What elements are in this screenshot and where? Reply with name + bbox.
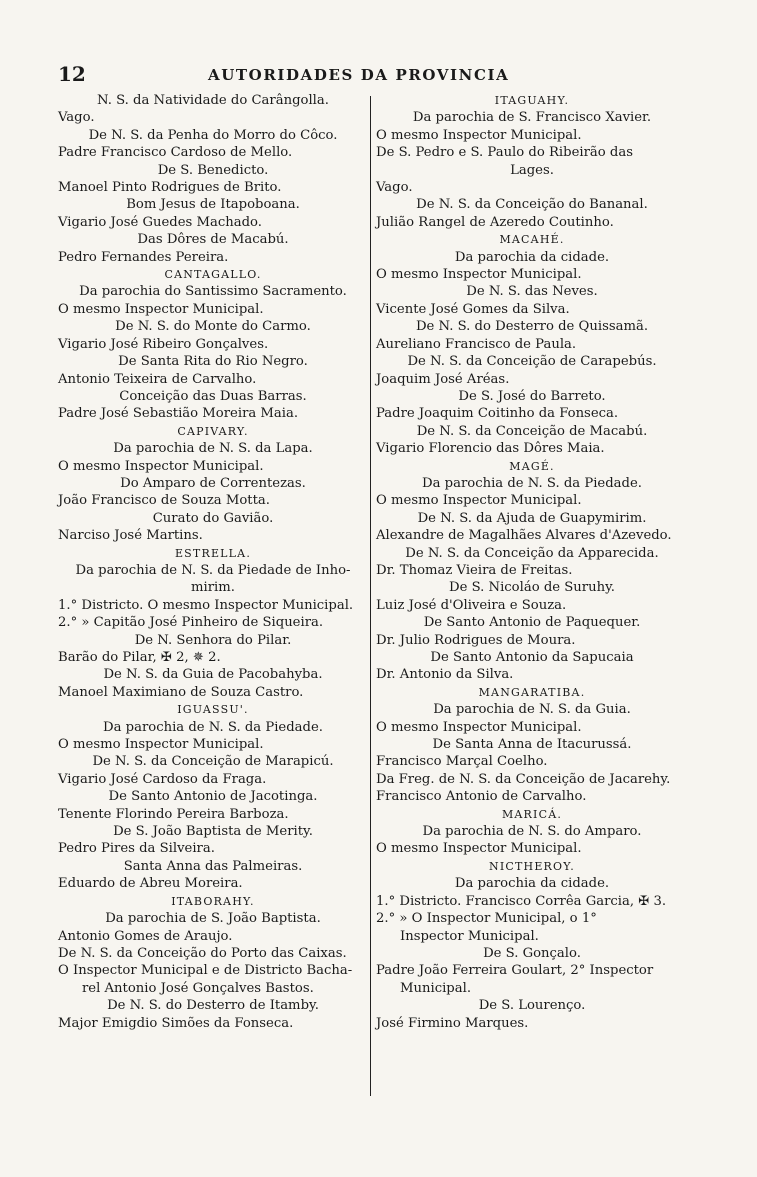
text-line: 1.° Districto. Francisco Corrêa Garcia, ✠ 3. [376,893,667,909]
text-line: Manoel Maximiano de Souza Castro. [58,684,304,700]
text-line: Das Dôres de Macabú. [137,232,289,248]
text-line: Da parochia de S. Francisco Xavier. [412,110,652,126]
text-line: Da parochia de N. S. da Piedade. [422,475,642,491]
text-line: Major Emigdio Simões da Fonseca. [58,1015,294,1031]
text-line: De S. José do Barreto. [458,388,606,404]
text-line: Alexandre de Magalhães Alvares d'Azevedo. [376,528,672,544]
section-heading: ITAGUAHY. [494,94,570,107]
text-line: De N. S. da Conceição de Marapicú. [92,754,334,770]
text-line: Conceição das Duas Barras. [119,388,307,404]
text-line: Vigario José Ribeiro Gonçalves. [58,336,269,352]
text-line: Narciso José Martins. [58,528,203,544]
text-line: Francisco Antonio de Carvalho. [376,789,587,805]
text-line: De Santa Anna de Itacurussá. [432,737,632,753]
text-line: Pedro Fernandes Pereira. [58,249,229,265]
text-line: Da parochia de N. S. do Amparo. [422,824,642,840]
section-heading: IGUASSU'. [177,703,249,717]
text-line: O Inspector Municipal e de Districto Bacha- [58,963,353,979]
text-line: O mesmo Inspector Municipal. [376,719,582,735]
text-line: De S. João Baptista de Merity. [113,824,313,840]
text-line: Vicente José Gomes da Silva. [376,301,570,317]
text-line: O mesmo Inspector Municipal. [58,301,264,317]
text-line: Luiz José d'Oliveira e Souza. [376,597,567,613]
text-line: Antonio Gomes de Araujo. [58,928,233,944]
text-line: Barão do Pilar, ✠ 2, ✵ 2. [58,650,221,665]
text-line: Da parochia do Santissimo Sacramento. [79,284,347,300]
section-heading: NICTHEROY. [489,859,575,873]
text-line: De N. S. da Guia de Pacobahyba. [103,667,323,683]
text-line: Da parochia da cidade. [454,249,610,265]
text-line: Julião Rangel de Azeredo Coutinho. [376,214,614,230]
right-column [376,92,688,1032]
text-line: De S. Benedicto. [157,162,269,178]
text-line: De N. S. da Conceição da Apparecida. [405,545,659,561]
text-line: Da parochia de S. João Baptista. [105,911,321,927]
text-line: O mesmo Inspector Municipal. [58,737,264,753]
text-line: Da parochia da cidade. [454,876,610,892]
text-line: Vigario Florencio das Dôres Maia. [376,441,605,457]
text-line: José Firmino Marques. [376,1015,529,1031]
text-line: Joaquim José Aréas. [376,371,510,387]
text-line: N. S. da Natividade do Carângolla. [97,93,329,108]
text-line: 2.° » Capitão José Pinheiro de Siqueira. [58,615,324,631]
text-line: De Santo Antonio de Jacotinga. [108,789,318,805]
text-line: De S. Lourenço. [478,998,586,1014]
text-line: Pedro Pires da Silveira. [58,841,215,857]
text-line: De N. S. da Conceição de Macabú. [416,423,648,439]
text-line: Da Freg. de N. S. da Conceição de Jacarehy. [376,771,671,787]
text-line: Manoel Pinto Rodrigues de Brito. [58,180,282,196]
text-line: mirim. [191,580,235,596]
page-number: 12 [58,62,86,86]
text-line: De N. S. do Desterro de Itamby. [107,998,319,1014]
text-line: Santa Anna das Palmeiras. [123,858,303,874]
text-line: João Francisco de Souza Motta. [58,493,270,509]
text-line: rel Antonio José Gonçalves Bastos. [82,980,314,996]
text-line: Vigario José Cardoso da Fraga. [58,771,267,787]
text-line: Vago. [376,180,413,196]
section-heading: MANGARATIBA. [478,685,586,699]
text-line: De Santo Antonio de Paquequer. [423,615,641,631]
text-line: Inspector Municipal. [400,928,539,944]
text-line: O mesmo Inspector Municipal. [376,841,582,857]
text-line: Da parochia de N. S. da Piedade. [103,719,323,735]
text-line: De S. Nicoláo de Suruhy. [449,580,615,596]
text-line: Padre João Ferreira Goulart, 2° Inspector [376,963,654,979]
text-line: Municipal. [400,980,472,996]
text-line: Curato do Gavião. [152,510,274,526]
text-line: Padre José Sebastião Moreira Maia. [58,406,299,422]
page-header [58,62,698,88]
text-line: Da parochia de N. S. da Lapa. [113,441,313,457]
text-line: De N. S. da Ajuda de Guapymirim. [417,510,647,526]
section-heading: ESTRELLA. [174,546,252,560]
text-line: Da parochia de N. S. da Guia. [433,702,631,718]
text-line: De Santa Rita do Rio Negro. [118,354,308,370]
text-line: Vago. [58,110,95,126]
text-line: Aureliano Francisco de Paula. [376,336,577,352]
text-line: O mesmo Inspector Municipal. [376,127,582,143]
column-divider [370,96,371,1096]
text-line: Dr. Julio Rodrigues de Moura. [376,632,576,648]
text-line: De N. S. da Conceição do Bananal. [416,197,648,213]
text-line: Tenente Florindo Pereira Barboza. [58,806,289,822]
running-title: AUTORIDADES DA PROVINCIA [208,66,510,84]
text-line: De N. S. do Desterro de Quissamã. [415,319,649,335]
section-heading: ITABORAHY. [171,894,255,908]
text-line: O mesmo Inspector Municipal. [376,493,582,509]
section-heading: MARICÁ. [501,807,563,821]
text-line: De N. Senhora do Pilar. [134,632,292,648]
text-line: Dr. Thomaz Vieira de Freitas. [376,562,573,578]
text-line: Eduardo de Abreu Moreira. [58,876,243,892]
text-line: De S. Gonçalo. [483,945,581,961]
text-line: Padre Francisco Cardoso de Mello. [58,145,293,161]
text-line: Bom Jesus de Itapoboana. [126,197,300,213]
text-line: De N. S. da Conceição do Porto das Caixas. [58,945,347,961]
text-line: Lages. [510,162,554,178]
text-line: O mesmo Inspector Municipal. [376,267,582,283]
left-column [58,92,368,1032]
section-heading: MACAHÉ. [499,233,565,247]
text-line: De N. S. das Neves. [466,284,598,300]
text-line: Antonio Teixeira de Carvalho. [58,371,257,387]
text-line: De N. S. do Monte do Carmo. [115,319,311,335]
text-line: De N. S. da Conceição de Carapebús. [407,354,657,370]
text-line: 2.° » O Inspector Municipal, o 1° [376,911,597,927]
text-line: Padre Joaquim Coitinho da Fonseca. [376,406,619,422]
section-heading: CAPIVARY. [177,424,249,438]
section-heading: CANTAGALLO. [164,268,262,282]
text-line: 1.° Districto. O mesmo Inspector Municipal. [58,597,354,613]
text-line: De S. Pedro e S. Paulo do Ribeirão das [376,145,633,161]
text-line: Francisco Marçal Coelho. [376,754,548,770]
text-line: Dr. Antonio da Silva. [376,667,514,683]
text-line: De N. S. da Penha do Morro do Côco. [88,127,338,143]
section-heading: MAGÉ. [509,459,555,473]
text-line: O mesmo Inspector Municipal. [58,458,264,474]
text-line: Da parochia de N. S. da Piedade de Inho- [75,562,351,578]
text-line: Vigario José Guedes Machado. [58,214,262,230]
text-line: Do Amparo de Correntezas. [120,475,306,491]
text-line: De Santo Antonio da Sapucaia [430,650,634,665]
